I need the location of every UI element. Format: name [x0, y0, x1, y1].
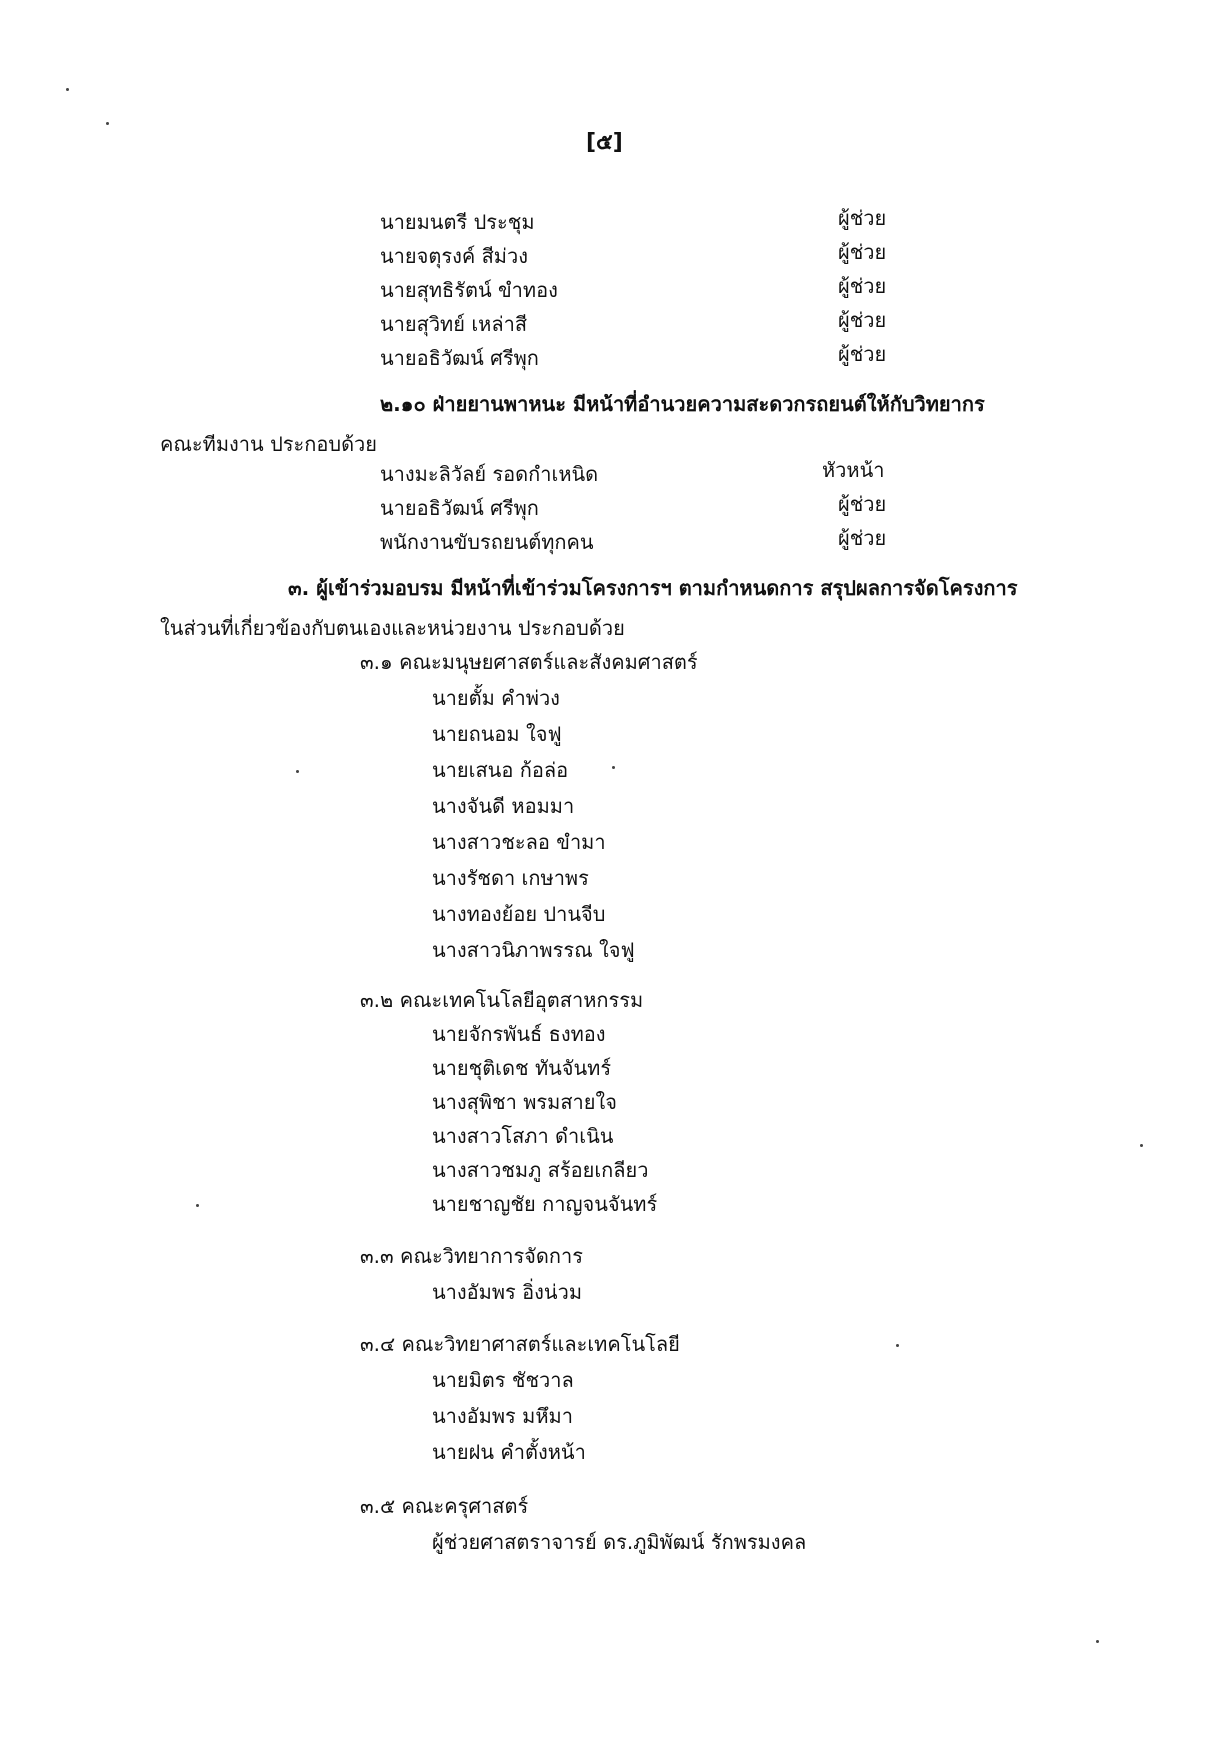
participant-name: นางสุพิชา พรมสายใจ — [432, 1090, 617, 1114]
member-name: พนักงานขับรถยนต์ทุกคน — [380, 530, 594, 554]
member-role: หัวหน้า — [822, 458, 885, 482]
section-2-10-heading: ๒.๑๐ ฝ่ายยานพาหนะ มีหน้าที่อำนวยความสะดวกรถยนต์ให้กับวิทยากร — [380, 392, 985, 416]
participant-name: นางทองย้อย ปานจีบ — [432, 902, 606, 926]
scan-speck — [896, 1344, 899, 1347]
participant-name: นายชาญชัย กาญจนจันทร์ — [432, 1192, 658, 1216]
participant-name: นางสาวชมภู สร้อยเกลียว — [432, 1158, 649, 1182]
participant-name: นางสาวชะลอ ขำมา — [432, 830, 606, 854]
member-name: นายอธิวัฒน์ ศรีพุก — [380, 496, 539, 520]
group-title: ๓.๓ คณะวิทยาการจัดการ — [360, 1244, 583, 1268]
member-name: นายอธิวัฒน์ ศรีพุก — [380, 346, 539, 370]
participant-name: นางจันดี หอมมา — [432, 794, 575, 818]
member-role: ผู้ช่วย — [838, 206, 887, 230]
scan-speck — [1096, 1640, 1099, 1643]
member-role: ผู้ช่วย — [838, 308, 887, 332]
member-role: ผู้ช่วย — [838, 526, 887, 550]
member-role: ผู้ช่วย — [838, 342, 887, 366]
member-name: นายมนตรี ประชุม — [380, 210, 535, 234]
participant-name: นายถนอม ใจฟู — [432, 722, 562, 746]
member-role: ผู้ช่วย — [838, 492, 887, 516]
member-name: นายสุทธิรัตน์ ขำทอง — [380, 278, 558, 302]
member-name: นายจตุรงค์ สีม่วง — [380, 244, 528, 268]
participant-name: นายจักรพันธ์ ธงทอง — [432, 1022, 606, 1046]
participant-name: นางรัชดา เกษาพร — [432, 866, 589, 890]
group-title: ๓.๑ คณะมนุษยศาสตร์และสังคมศาสตร์ — [360, 650, 698, 674]
participant-name: นางสาวโสภา ดำเนิน — [432, 1124, 614, 1148]
scan-speck — [296, 770, 299, 773]
scan-speck — [196, 1204, 199, 1207]
participant-name: นางอัมพร มหึมา — [432, 1404, 573, 1428]
member-role: ผู้ช่วย — [838, 274, 887, 298]
scan-speck — [612, 766, 615, 769]
group-title: ๓.๕ คณะครุศาสตร์ — [360, 1494, 529, 1518]
member-name: นายสุวิทย์ เหล่าสี — [380, 312, 528, 336]
participant-name: นางอัมพร อิ่งน่วม — [432, 1280, 583, 1304]
section-3-continuation: ในส่วนที่เกี่ยวข้องกับตนเองและหน่วยงาน ประกอบด้วย — [160, 616, 625, 640]
group-title: ๓.๒ คณะเทคโนโลยีอุตสาหกรรม — [360, 988, 644, 1012]
page-number: [๕] — [586, 130, 623, 155]
scan-speck — [106, 122, 109, 125]
member-name: นางมะลิวัลย์ รอดกำเหนิด — [380, 462, 599, 486]
participant-name: ผู้ช่วยศาสตราจารย์ ดร.ภูมิพัฒน์ รักพรมงคล — [432, 1530, 807, 1554]
member-role: ผู้ช่วย — [838, 240, 887, 264]
participant-name: นายตั้ม คำพ่วง — [432, 686, 560, 710]
group-title: ๓.๔ คณะวิทยาศาสตร์และเทคโนโลยี — [360, 1332, 680, 1356]
scan-speck — [1140, 1144, 1143, 1147]
section-3-heading: ๓. ผู้เข้าร่วมอบรม มีหน้าที่เข้าร่วมโครงการฯ ตามกำหนดการ สรุปผลการจัดโครงการ — [288, 576, 1018, 600]
participant-name: นางสาวนิภาพรรณ ใจฟู — [432, 938, 635, 962]
section-2-10-continuation: คณะทีมงาน ประกอบด้วย — [160, 432, 378, 456]
participant-name: นายเสนอ ก้อล่อ — [432, 758, 569, 782]
participant-name: นายฝน คำตั้งหน้า — [432, 1440, 586, 1464]
participant-name: นายมิตร ชัชวาล — [432, 1368, 574, 1392]
scan-speck — [66, 88, 69, 91]
participant-name: นายชุติเดช ทันจันทร์ — [432, 1056, 612, 1080]
